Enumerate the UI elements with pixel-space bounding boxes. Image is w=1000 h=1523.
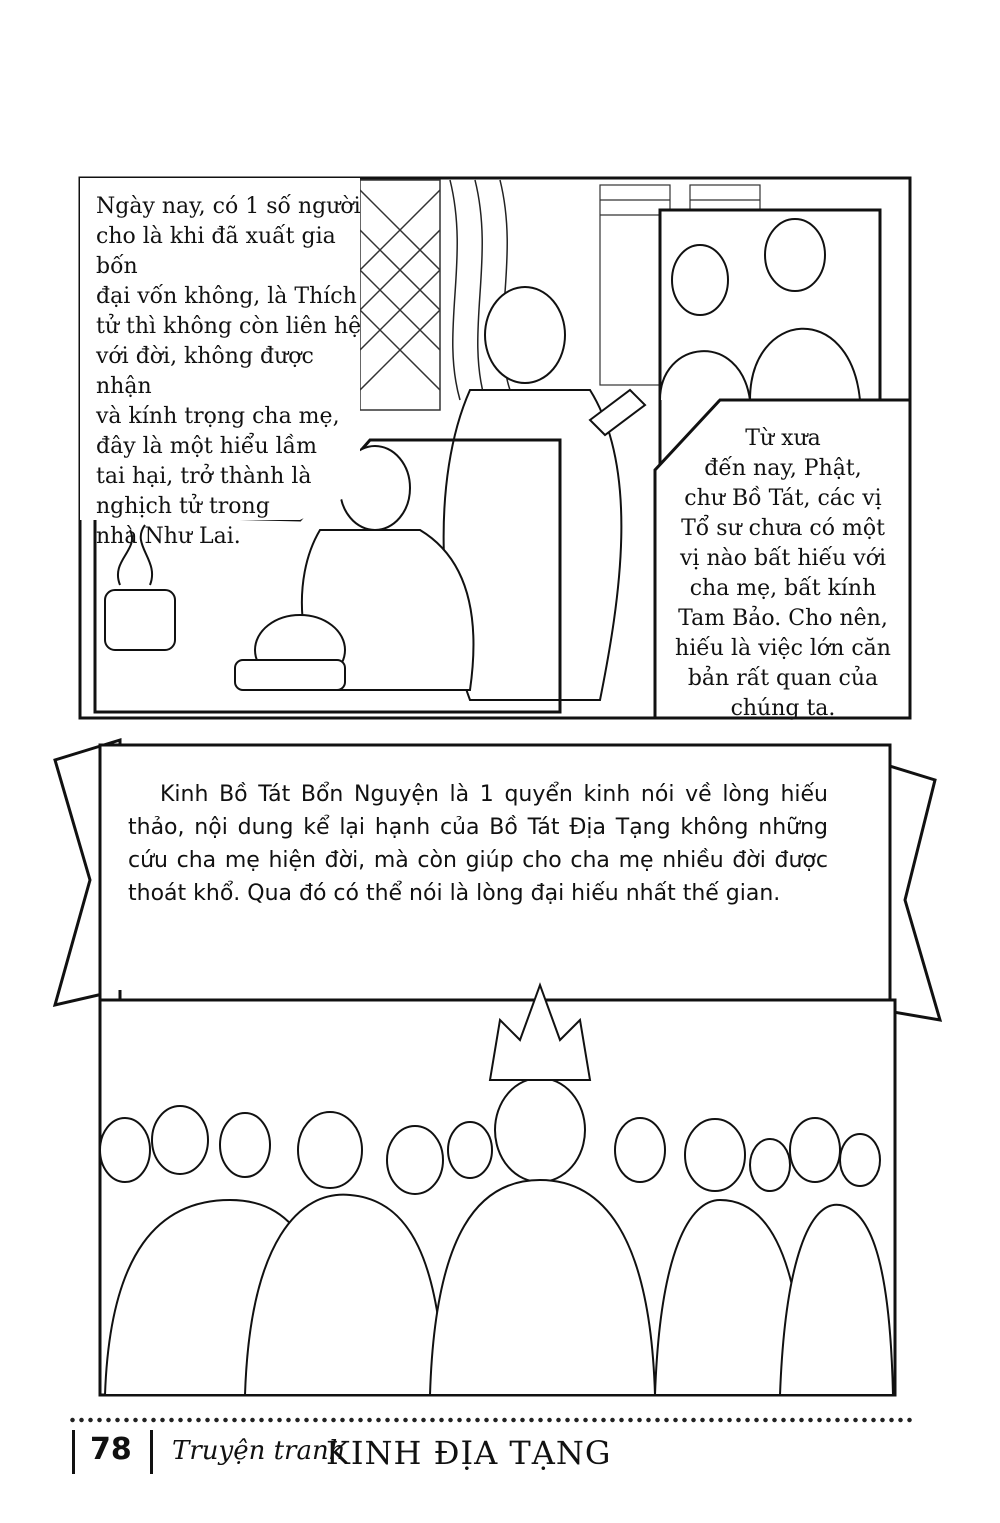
footer-dotted-rule [68, 1415, 916, 1425]
caption-top-left: Ngày nay, có 1 số người cho là khi đã xuất gia bốn đại vốn không, là Thích tử thì không còn liên hệ với đời, không được nhận và kính trọng cha mẹ, đây là một hiểu lầm tai hại, trở thành là nghịch tử trong nhà Như Lai. [96, 194, 362, 549]
page-number: 78 [90, 1432, 132, 1467]
series-title: KINH ĐỊA TẠNG [326, 1434, 612, 1472]
caption-banner: Kinh Bồ Tát Bổn Nguyện là 1 quyển kinh nói về lòng hiếu thảo, nội dung kể lại hạnh của Bồ Tát Địa Tạng không những cứu cha mẹ hiện đời, mà còn giúp cho cha mẹ nhiều đời được thoát khổ. Qua đó có thể nói là lòng đại hiếu nhất thế gian. [128, 782, 828, 906]
wooden-fish [235, 615, 345, 690]
lattice-window [360, 180, 440, 410]
footer-divider-right [150, 1430, 153, 1474]
series-script-title: Truyện tranh [172, 1436, 346, 1466]
caption-right: Từ xưa đến nay, Phật, chư Bồ Tát, các vị Tổ sư chưa có một vị nào bất hiếu với cha mẹ, bất kính Tam Bảo. Cho nên, hiếu là việc lớn căn bản rất quan của chúng ta. [675, 426, 891, 721]
footer-divider-left [72, 1430, 75, 1474]
